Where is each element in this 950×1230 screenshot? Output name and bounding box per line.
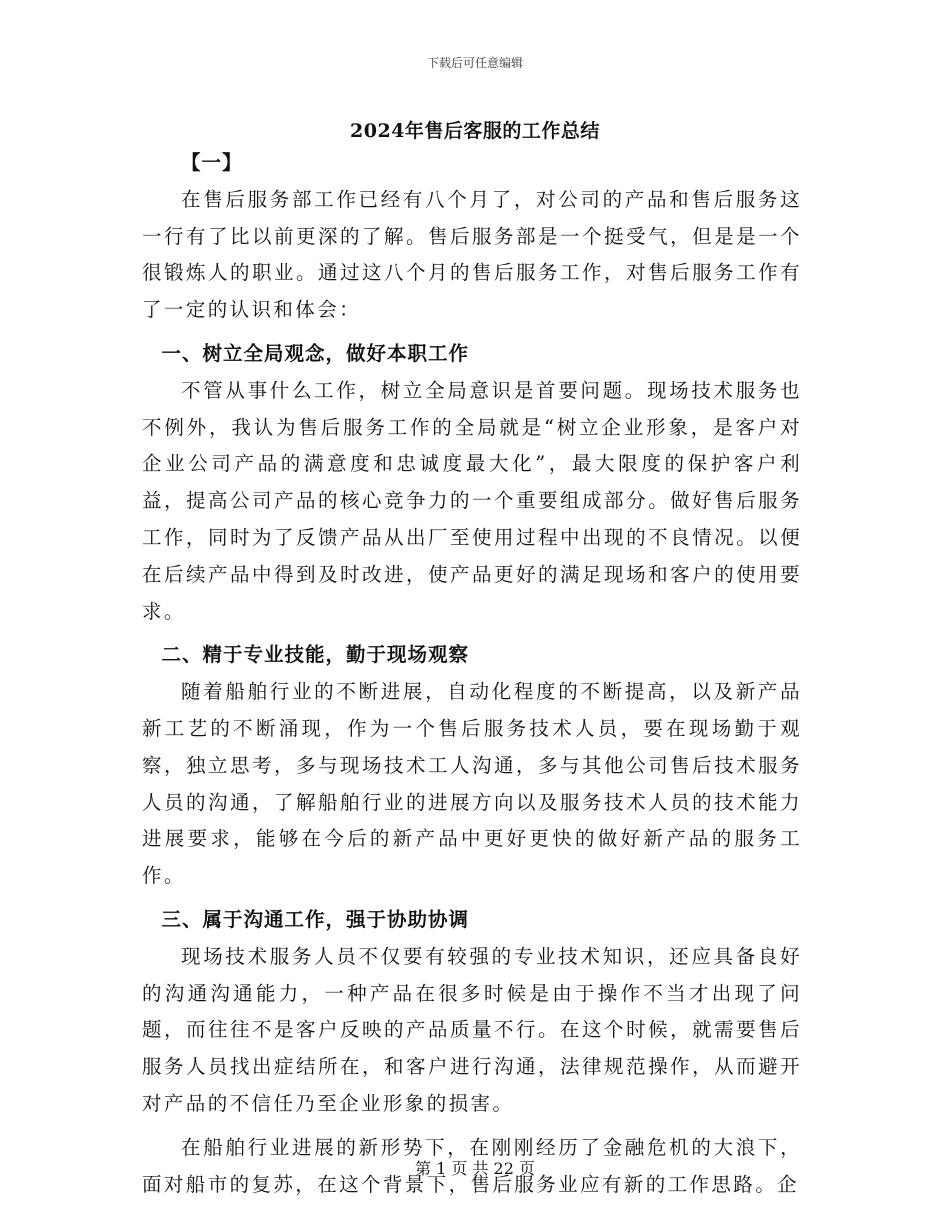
paragraph-3: 现场技术服务人员不仅要有较强的专业技术知识，还应具备良好的沟通沟通能力，一种产品在很多时候是由于操作不当才出现了问题，而往往不是客户反映的产品质量不行。在这个时候，就需要售后服务人员找出症结所在，和客户进行沟通，法律规范操作，从而避开对产品的不信任乃至企业形象的损害。 xyxy=(142,944,802,1115)
heading-3: 三、属于沟通工作，强于协助协调 xyxy=(161,907,470,931)
header-note: 下载后可任意编辑 xyxy=(426,56,523,70)
paragraph-intro: 在售后服务部工作已经有八个月了，对公司的产品和售后服务这一行有了比以前更深的了解。售后服务部是一个挺受气，但是是一个很锻炼人的职业。通过这八个月的售后服务工作，对售后服务工作有了一定的认识和体会： xyxy=(142,187,802,322)
page-footer: 第 1 页 共 22 页 xyxy=(415,1159,535,1178)
paragraph-4: 在船舶行业进展的新形势下，在刚刚经历了金融危机的大浪下，面对船市的复苏，在这个背景下，售后服务业应有新的工作思路。企 xyxy=(142,1135,802,1196)
heading-2: 二、精于专业技能，勤于现场观察 xyxy=(161,643,470,667)
document-title: 2024年售后客服的工作总结 xyxy=(350,120,600,142)
section-label: 【一】 xyxy=(181,151,243,174)
document-body xyxy=(142,145,802,1203)
paragraph-1: 不管从事什么工作，树立全局意识是首要问题。现场技术服务也不例外，我认为售后服务工作的全局就是“树立企业形象，是客户对企业公司产品的满意度和忠诚度最大化”，最大限度的保护客户利益，提高公司产品的核心竞争力的一个重要组成部分。做好售后服务工作，同时为了反馈产品从出厂至使用过程中出现的不良情况。以便在后续产品中得到及时改进，使产品更好的满足现场和客户的使用要求。 xyxy=(142,378,802,623)
paragraph-2: 随着船舶行业的不断进展，自动化程度的不断提高，以及新产品新工艺的不断涌现，作为一个售后服务技术人员，要在现场勤于观察，独立思考，多与现场技术工人沟通，多与其他公司售后技术服务人员的沟通，了解船舶行业的进展方向以及服务技术人员的技术能力进展要求，能够在今后的新产品中更好更快的做好新产品的服务工作。 xyxy=(142,680,802,888)
heading-1: 一、树立全局观念，做好本职工作 xyxy=(161,341,470,365)
